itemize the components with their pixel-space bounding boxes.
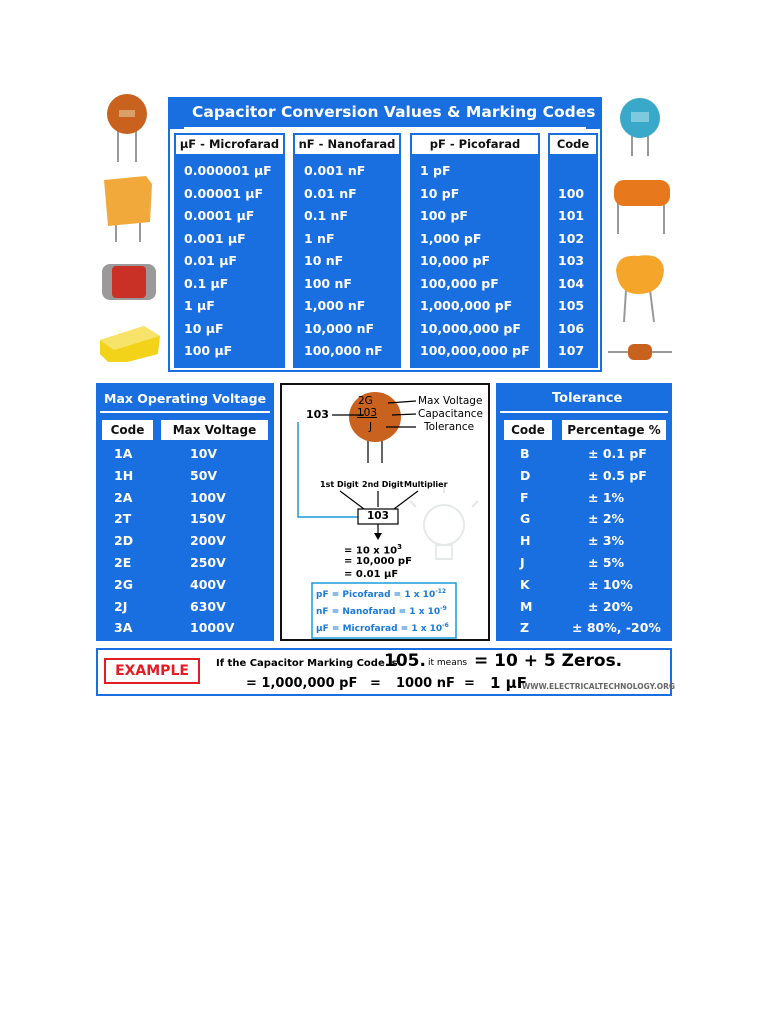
- left-code-label: 103: [306, 408, 329, 421]
- equation-pf: = 10,000 pF: [344, 556, 412, 567]
- voltage-code-1: 1A: [114, 446, 133, 461]
- voltage-value-3: 100V: [190, 489, 226, 505]
- voltage-panel: [96, 383, 274, 641]
- tolerance-value-9: ± 80%, -20%: [572, 620, 661, 636]
- label-capacitance: Capacitance: [418, 408, 483, 420]
- tolerance-value-2: ± 0.5 pF: [588, 467, 647, 483]
- orange-film-capacitor-icon: [614, 180, 670, 234]
- uf-value-7: 1 μF: [184, 298, 215, 313]
- uf-value-6: 0.1 μF: [184, 275, 229, 291]
- tolerance-value-7: ± 10%: [588, 576, 633, 592]
- definition-picofarad: pF = Picofarad = 1 x $10^{-12}$: [316, 588, 447, 600]
- nf-value-4: 1 nF: [304, 230, 335, 246]
- pf-value-2: 10 pF: [420, 185, 460, 201]
- label-max-voltage: Max Voltage: [418, 395, 483, 407]
- definition-nanofarad: nF = Nanofarad = 1 x $10^{-9}$: [316, 605, 447, 617]
- example-it-means: it means: [428, 658, 468, 668]
- label-second-digit: 2nd Digit: [362, 480, 404, 489]
- smd-capacitor-icon: [102, 264, 156, 300]
- example-uf: 1 μF: [490, 674, 527, 692]
- pf-value-5: 10,000 pF: [420, 253, 491, 268]
- tolerance-value-3: ± 1%: [588, 489, 625, 505]
- voltage-value-9: 1000V: [190, 620, 235, 636]
- tolerance-title-underline: [500, 411, 668, 413]
- tolerance-code-7: K: [520, 576, 530, 592]
- voltage-value-1: 10V: [190, 446, 218, 461]
- equation-uf: = 0.01 μF: [344, 569, 399, 580]
- voltage-value-5: 200V: [190, 533, 226, 549]
- nf-value-7: 1,000 nF: [304, 298, 366, 313]
- tantalum-capacitor-icon: [100, 326, 160, 362]
- code-value-6: 104: [558, 275, 585, 291]
- pf-value-9: 100,000,000 pF: [420, 343, 530, 358]
- voltage-value-8: 630V: [190, 598, 226, 614]
- tolerance-value-5: ± 3%: [588, 533, 625, 549]
- nf-value-3: 0.1 nF: [304, 208, 348, 223]
- label-multiplier: Multiplier: [404, 480, 448, 489]
- tolerance-panel: [496, 383, 672, 641]
- example-pf: = 1,000,000 pF: [246, 676, 358, 691]
- tolerance-code-1: B: [520, 446, 530, 461]
- voltage-value-2: 50V: [190, 467, 218, 483]
- uf-value-9: 100 μF: [184, 343, 233, 358]
- website-link[interactable]: WWW.ELECTRICALTECHNOLOGY.ORG: [522, 682, 676, 691]
- pf-value-6: 100,000 pF: [420, 275, 499, 291]
- nf-value-5: 10 nF: [304, 253, 344, 268]
- voltage-code-4: 2T: [114, 511, 132, 527]
- voltage-code-9: 3A: [114, 620, 133, 636]
- title-underline: [184, 127, 586, 129]
- example-bar: [96, 648, 676, 696]
- header-picofarad: pF - Picofarad: [412, 135, 538, 154]
- nf-value-9: 100,000 nF: [304, 343, 383, 358]
- conversion-table-frame: [168, 97, 602, 372]
- example-equals-1: =: [370, 676, 381, 691]
- conversion-title: Capacitor Conversion Values & Marking Codes: [192, 103, 596, 121]
- header-nanofarad: nF - Nanofarad: [295, 135, 399, 154]
- voltage-code-3: 2A: [114, 489, 133, 505]
- cap-marking-capacitance: 103: [357, 407, 378, 419]
- tolerance-value-1: ± 0.1 pF: [588, 446, 647, 461]
- tolerance-value-8: ± 20%: [588, 598, 633, 614]
- uf-value-2: 0.00001 μF: [184, 185, 264, 201]
- tolerance-title: Tolerance: [552, 391, 623, 406]
- nf-value-8: 10,000 nF: [304, 320, 375, 336]
- voltage-code-7: 2G: [114, 576, 133, 592]
- marking-diagram: [280, 383, 490, 641]
- example-code: 105.: [384, 651, 426, 671]
- voltage-code-2: 1H: [114, 467, 134, 483]
- voltage-header-code: Code: [102, 420, 153, 440]
- blue-ceramic-capacitor-icon: [620, 98, 660, 156]
- pf-value-1: 1 pF: [420, 163, 451, 178]
- tolerance-code-8: M: [520, 598, 533, 614]
- pf-value-4: 1,000 pF: [420, 230, 482, 246]
- code-box-value: 103: [367, 510, 389, 522]
- axial-capacitor-icon: [608, 344, 672, 360]
- equation-power: = 10 x $10^3$: [344, 543, 402, 557]
- uf-value-3: 0.0001 μF: [184, 208, 255, 223]
- pf-value-3: 100 pF: [420, 208, 468, 223]
- code-value-2: 100: [558, 185, 585, 201]
- voltage-code-8: 2J: [114, 598, 128, 614]
- code-value-3: 101: [558, 208, 585, 223]
- ceramic-disc-capacitor-icon: [107, 94, 147, 162]
- tolerance-header-percentage: Percentage %: [562, 420, 666, 440]
- nf-value-2: 0.01 nF: [304, 185, 357, 201]
- voltage-title-underline: [100, 411, 270, 413]
- code-value-5: 103: [558, 253, 585, 268]
- example-nf: 1000 nF: [396, 676, 455, 691]
- pf-value-7: 1,000,000 pF: [420, 298, 513, 313]
- definition-microfarad: μF = Microfarad = 1 x $10^{-6}$: [316, 622, 449, 634]
- code-value-7: 105: [558, 298, 585, 313]
- code-value-8: 106: [558, 320, 585, 336]
- tolerance-code-2: D: [520, 467, 531, 483]
- voltage-code-6: 2E: [114, 555, 132, 570]
- tolerance-code-3: F: [520, 489, 529, 505]
- tolerance-header-code: Code: [504, 420, 552, 440]
- code-value-4: 102: [558, 230, 585, 246]
- code-value-9: 107: [558, 343, 585, 358]
- orange-dipped-capacitor-icon: [616, 255, 664, 322]
- tolerance-code-6: J: [520, 555, 525, 570]
- cap-marking-voltage: 2G: [358, 395, 373, 407]
- film-capacitor-icon: [104, 176, 152, 242]
- right-capacitor-images: [606, 94, 676, 364]
- tolerance-code-9: Z: [520, 620, 530, 636]
- pf-value-8: 10,000,000 pF: [420, 320, 521, 336]
- voltage-value-6: 250V: [190, 555, 226, 570]
- uf-value-5: 0.01 μF: [184, 253, 237, 268]
- example-zeros: = 10 + 5 Zeros.: [474, 651, 623, 671]
- header-microfarad: μF - Microfarad: [176, 135, 283, 154]
- voltage-value-7: 400V: [190, 576, 226, 592]
- cap-marking-tolerance: J: [369, 421, 373, 433]
- uf-value-1: 0.000001 μF: [184, 163, 272, 178]
- uf-value-4: 0.001 μF: [184, 230, 246, 246]
- voltage-title: Max Operating Voltage: [104, 391, 267, 406]
- example-equals-2: =: [464, 676, 475, 691]
- tolerance-code-5: H: [520, 533, 531, 549]
- tolerance-value-4: ± 2%: [588, 511, 625, 527]
- nf-value-6: 100 nF: [304, 275, 352, 291]
- uf-value-8: 10 μF: [184, 320, 224, 336]
- voltage-header-max: Max Voltage: [161, 420, 268, 440]
- voltage-code-5: 2D: [114, 533, 134, 549]
- nf-value-1: 0.001 nF: [304, 163, 366, 178]
- voltage-value-4: 150V: [190, 511, 226, 527]
- tolerance-value-6: ± 5%: [588, 555, 625, 570]
- header-code: Code: [550, 135, 596, 154]
- left-capacitor-images: [96, 92, 164, 362]
- label-tolerance: Tolerance: [424, 421, 475, 433]
- label-first-digit: 1st Digit: [320, 480, 359, 489]
- example-intro: If the Capacitor Marking Code is: [216, 658, 398, 669]
- tolerance-code-4: G: [520, 511, 531, 527]
- example-badge: EXAMPLE: [104, 658, 200, 684]
- lightbulb-watermark-icon: [410, 485, 478, 559]
